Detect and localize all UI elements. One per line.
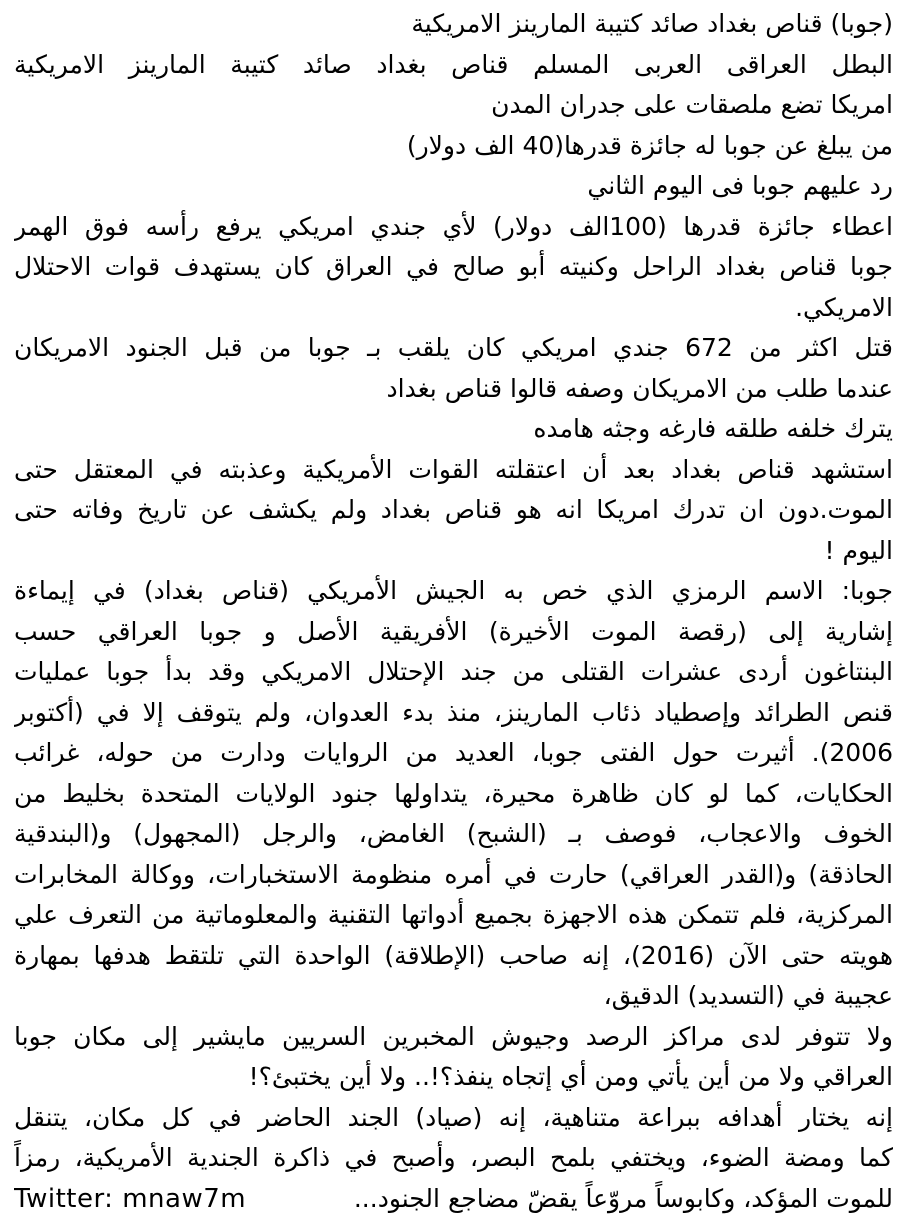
text-line-25: عجيبة في (التسديد) الدقيق، xyxy=(14,976,893,1017)
twitter-credit: Twitter: mnaw7m xyxy=(14,1179,246,1219)
text-line-21: الخوف والاعجاب، فوصف بـ (الشبح) الغامض، والرجل (المجهول) و(البندقية xyxy=(14,814,893,855)
text-line-1: (جوبا) قناص بغداد صائد كتيبة المارينز الامريكية xyxy=(14,4,893,45)
text-line-20: الحكايات، كما لو كان ظاهرة محيرة، يتداولها جنود الولايات المتحدة بخليط من xyxy=(14,774,893,815)
text-line-4: من يبلغ عن جوبا له جائزة قدرها(40 الف دولار) xyxy=(14,126,893,167)
text-line-6: اعطاء جائزة قدرها (100الف دولار) لأي جندي امريكي يرفع رأسه فوق الهمر xyxy=(14,207,893,248)
text-line-7: جوبا قناص بغداد الراحل وكنيته أبو صالح في العراق كان يستهدف قوات الاحتلال xyxy=(14,247,893,288)
text-line-8: الامريكي. xyxy=(14,288,893,329)
text-line-14: اليوم ! xyxy=(14,531,893,572)
text-line-5: رد عليهم جوبا فى اليوم الثاني xyxy=(14,166,893,207)
footer-text: للموت المؤكد، وكابوساً مروّعاً يقضّ مضاجع الجنود... xyxy=(354,1179,893,1219)
text-line-18: قنص الطرائد وإصطياد ذئاب المارينز، منذ بدء العدوان، ولم يتوقف إلا في (أكتوبر xyxy=(14,693,893,734)
text-line-19: 2006). أثيرت حول الفتى جوبا، العديد من الروايات ودارت من حوله، غرائب xyxy=(14,733,893,774)
text-line-3: امريكا تضع ملصقات على جدران المدن xyxy=(14,85,893,126)
text-line-28: إنه يختار أهدافه ببراعة متناهية، إنه (صياد) الجند الحاضر في كل مكان، يتنقل xyxy=(14,1098,893,1139)
text-line-23: المركزية، فلم تتمكن هذه الاجهزة بجميع أدواتها التقنية والمعلوماتية من التعرف علي xyxy=(14,895,893,936)
text-line-26: ولا تتوفر لدى مراكز الرصد وجيوش المخبرين السريين مايشير إلى مكان جوبا xyxy=(14,1017,893,1058)
text-line-22: الحاذقة) و(القدر العراقي) حارت في أمره منظومة الاستخبارات، ووكالة المخابرات xyxy=(14,855,893,896)
text-line-12: استشهد قناص بغداد بعد أن اعتقلته القوات الأمريكية وعذبته في المعتقل حتى xyxy=(14,450,893,491)
text-line-11: يترك خلفه طلقه فارغه وجثه هامده xyxy=(14,409,893,450)
text-line-24: هويته حتى الآن (2016)، إنه صاحب (الإطلاقة) الواحدة التي تلتقط هدفها بمهارة xyxy=(14,936,893,977)
text-line-13: الموت.دون ان تدرك امريكا انه هو قناص بغداد ولم يكشف عن تاريخ وفاته حتى xyxy=(14,490,893,531)
text-line-15: جوبا: الاسم الرمزي الذي خص به الجيش الأمريكي (قناص بغداد) في إيماءة xyxy=(14,571,893,612)
text-line-10: عندما طلب من الامريكان وصفه قالوا قناص بغداد xyxy=(14,369,893,410)
text-line-17: البنتاغون أردى عشرات القتلى من جند الإحتلال الامريكي وقد بدأ جوبا عمليات xyxy=(14,652,893,693)
footer-line xyxy=(14,1179,893,1219)
text-line-27: العراقي ولا من أين يأتي ومن أي إتجاه ينفذ؟!.. ولا أين يختبئ؟! xyxy=(14,1057,893,1098)
text-line-2: البطل العراقى العربى المسلم قناص بغداد صائد كتيبة المارينز الامريكية xyxy=(14,45,893,86)
text-line-9: قتل اكثر من 672 جندي امريكي كان يلقب بـ جوبا من قبل الجنود الامريكان xyxy=(14,328,893,369)
text-line-16: إشارية إلى (رقصة الموت الأخيرة) الأفريقية الأصل و جوبا العراقي حسب xyxy=(14,612,893,653)
text-line-29: كما ومضة الضوء، ويختفي بلمح البصر، وأصبح في ذاكرة الجندية الأمريكية، رمزاً xyxy=(14,1138,893,1179)
